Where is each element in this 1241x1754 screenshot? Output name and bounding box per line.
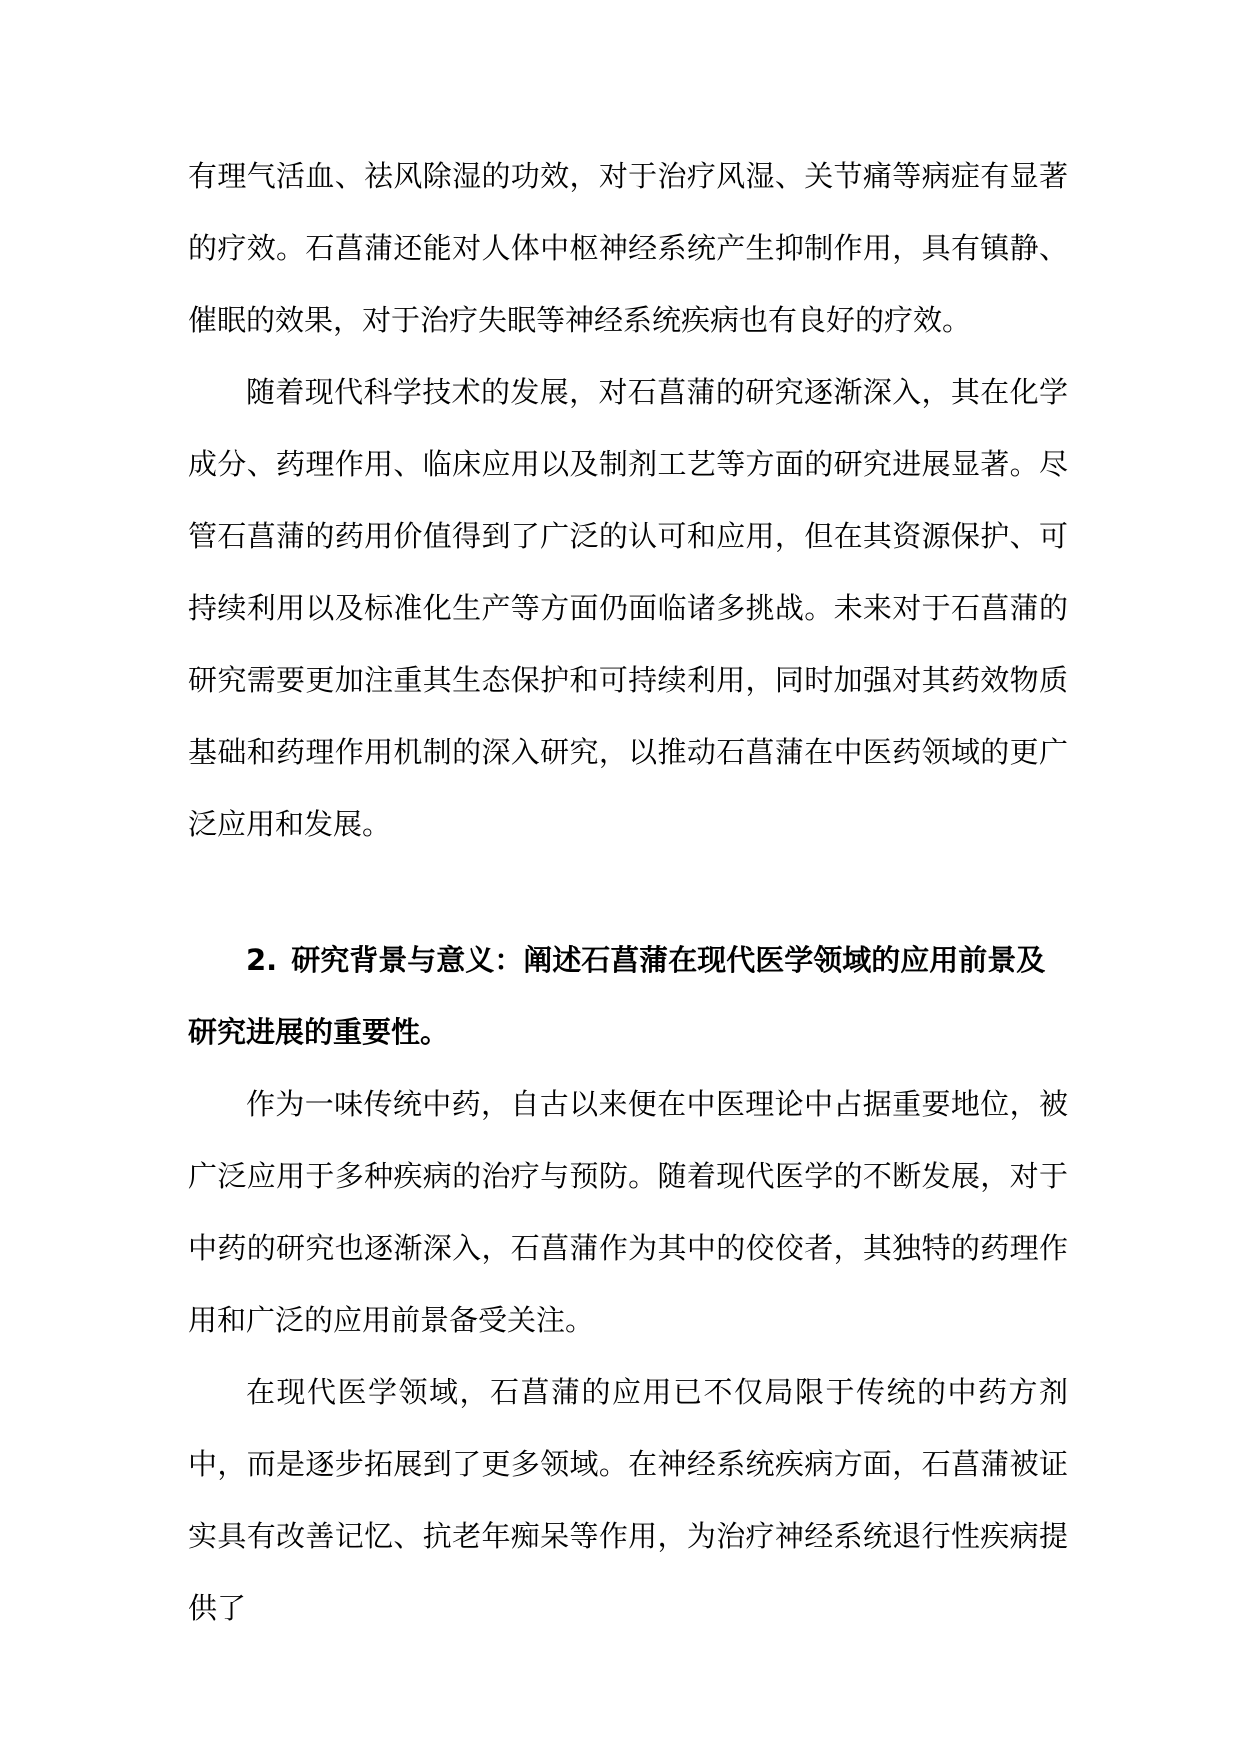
section-number: 2. bbox=[246, 943, 278, 977]
document-body bbox=[188, 140, 1068, 1644]
paragraph: 在现代医学领域，石菖蒲的应用已不仅局限于传统的中药方剂中，而是逐步拓展到了更多领域。在神经系统疾病方面，石菖蒲被证实具有改善记忆、抗老年痴呆等作用，为治疗神经系统退行性疾病提供了 bbox=[188, 1375, 1068, 1625]
paragraph-continued: 有理气活血、祛风除湿的功效，对于治疗风湿、关节痛等病症有显著的疗效。石菖蒲还能对人体中枢神经系统产生抑制作用，具有镇静、催眠的效果，对于治疗失眠等神经系统疾病也有良好的疗效。 bbox=[188, 159, 1068, 337]
section-heading bbox=[188, 924, 1068, 1068]
paragraph: 随着现代科学技术的发展，对石菖蒲的研究逐渐深入，其在化学成分、药理作用、临床应用以及制剂工艺等方面的研究进展显著。尽管石菖蒲的药用价值得到了广泛的认可和应用，但在其资源保护、可持续利用以及标准化生产等方面仍面临诸多挑战。未来对于石菖蒲的研究需要更加注重其生态保护和可持续利用，同时加强对其药效物质基础和药理作用机制的深入研究，以推动石菖蒲在中医药领域的更广泛应用和发展。 bbox=[188, 375, 1068, 841]
section-heading-text: 研究背景与意义：阐述石菖蒲在现代医学领域的应用前景及研究进展的重要性。 bbox=[188, 943, 1046, 1049]
paragraph: 作为一味传统中药，自古以来便在中医理论中占据重要地位，被广泛应用于多种疾病的治疗与预防。随着现代医学的不断发展，对于中药的研究也逐渐深入，石菖蒲作为其中的佼佼者，其独特的药理作用和广泛的应用前景备受关注。 bbox=[188, 1087, 1068, 1337]
